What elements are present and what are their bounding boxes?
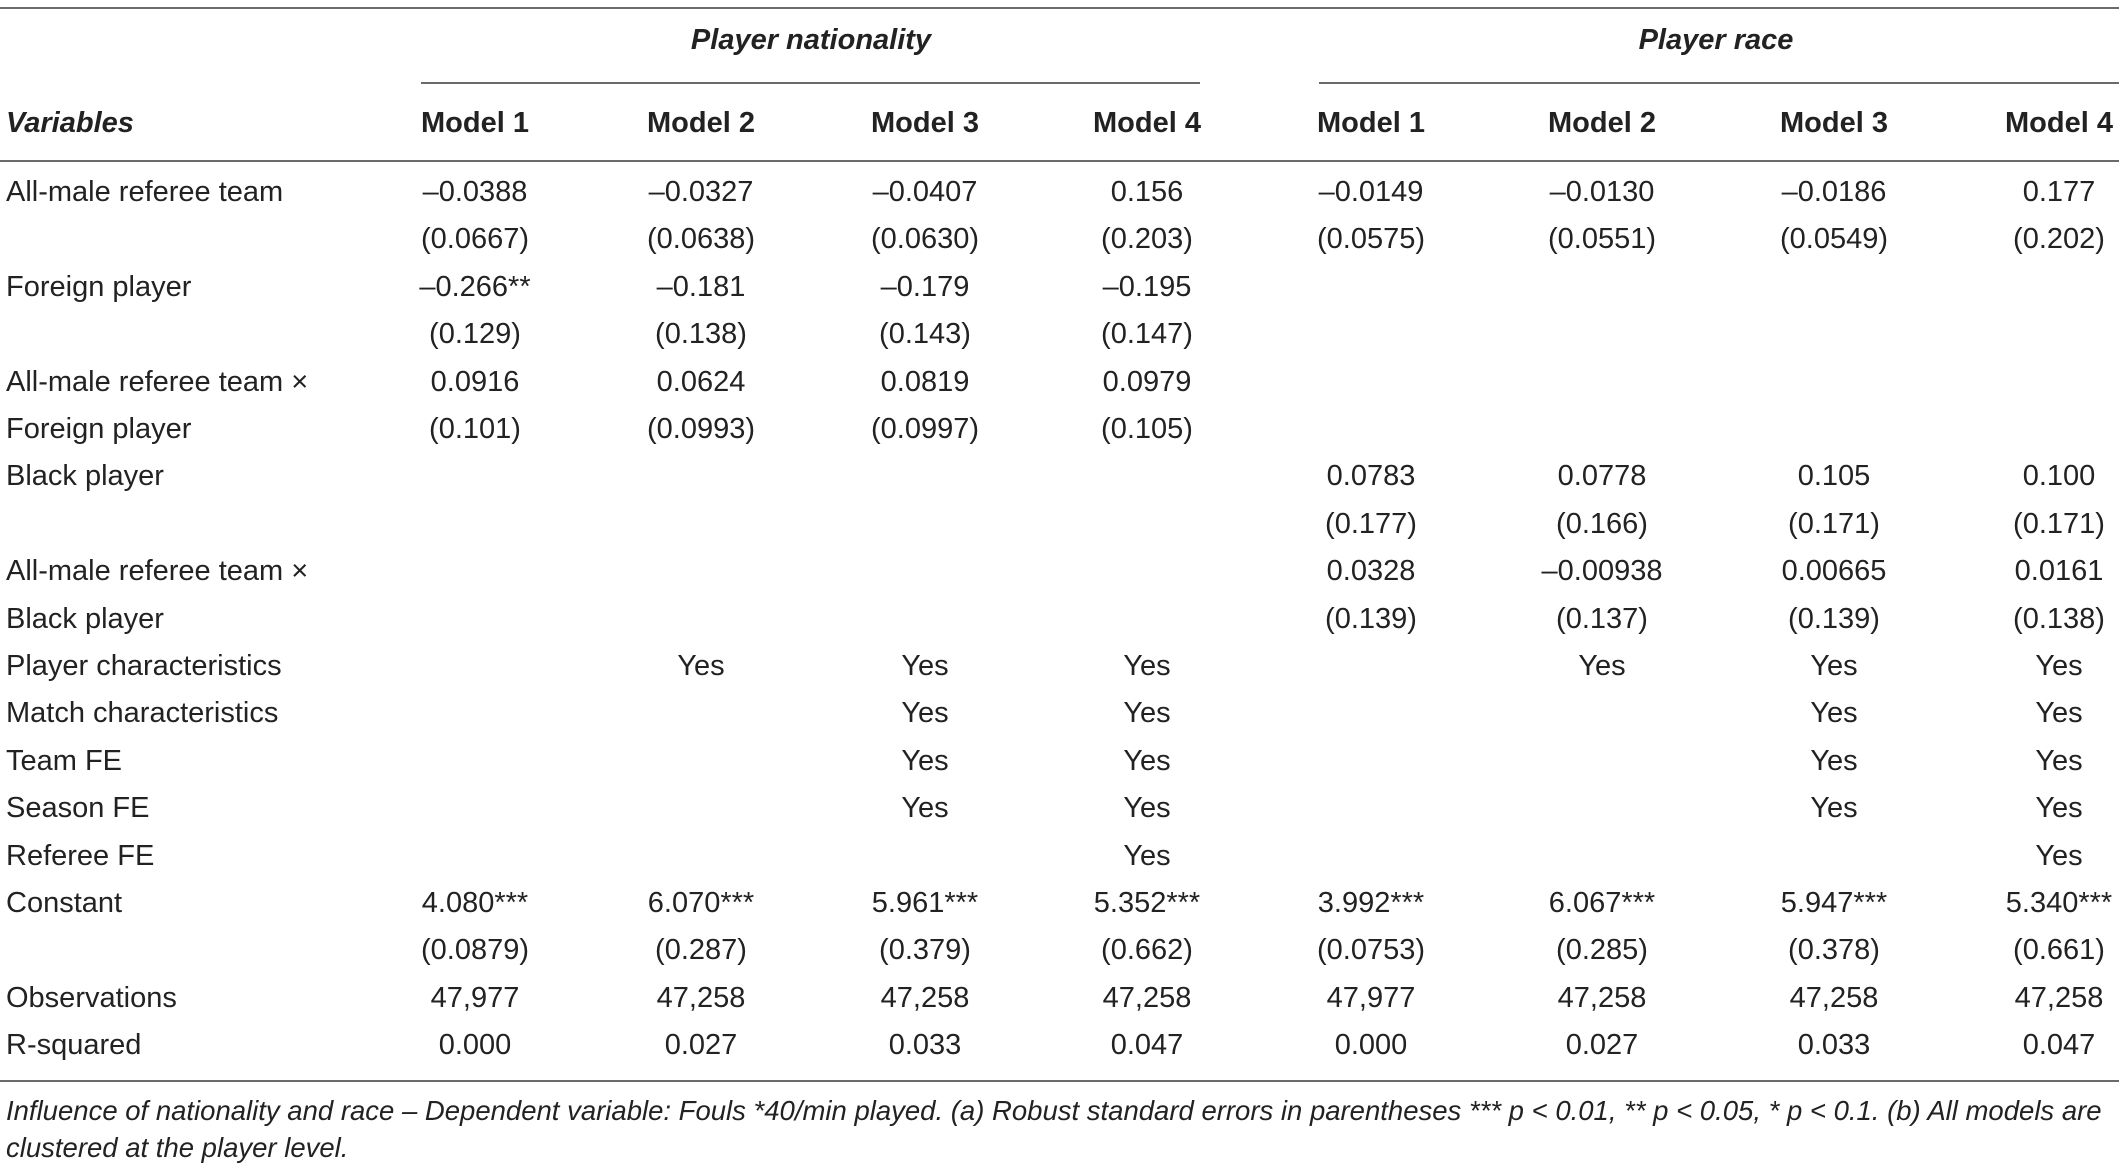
table-cell: Yes — [2035, 744, 2083, 777]
table-cell: Yes — [677, 650, 725, 682]
group-header-race: Player race — [1638, 24, 1794, 56]
table-cell: 0.033 — [888, 1029, 962, 1062]
table-cell: (0.0997) — [870, 413, 980, 445]
table-cell: (0.0879) — [420, 934, 530, 967]
table-cell: (0.171) — [2013, 507, 2105, 540]
table-cell: (0.138) — [655, 318, 747, 351]
table-cell: Yes — [901, 650, 949, 682]
table-cell: 0.0783 — [1326, 460, 1416, 493]
table-cell: Yes — [1810, 792, 1858, 825]
table-cell: Yes — [1123, 744, 1171, 777]
column-header: Model 1 — [421, 107, 529, 139]
variables-header: Variables — [6, 107, 134, 139]
table-cell: (0.0551) — [1547, 223, 1657, 256]
table-cell: (0.139) — [1325, 602, 1417, 635]
table-cell: 6.070*** — [647, 887, 755, 919]
table-cell: 0.100 — [2022, 460, 2096, 493]
table-cell: 47,258 — [1557, 981, 1647, 1014]
table-cell: Yes — [1123, 839, 1171, 872]
column-header: Model 1 — [1317, 107, 1425, 139]
table-cell: 0.047 — [1110, 1029, 1184, 1062]
table-cell: 0.00665 — [1781, 555, 1887, 588]
table-cell: (0.0667) — [420, 223, 530, 256]
table-cell: 5.947*** — [1780, 887, 1888, 919]
table-cell: Yes — [2035, 697, 2083, 730]
table-cell: 0.105 — [1797, 460, 1871, 493]
row-label: Referee FE — [6, 839, 155, 872]
table-footnote: Influence of nationality and race – Dependent variable: Fouls *40/min played. (a) Robust standard errors in parentheses *** p < 0.01, ** p < 0.05, * p < 0.1. (b) All models are clustered at the player level. — [6, 1095, 2102, 1163]
table-cell: (0.202) — [2013, 223, 2105, 256]
table-cell: 0.0819 — [880, 365, 970, 398]
group-rule-nationality — [421, 82, 1200, 84]
table-cell: Yes — [901, 744, 949, 777]
row-label: Observations — [6, 981, 177, 1014]
row-label: Constant — [6, 887, 123, 919]
table-cell: 0.0624 — [656, 365, 746, 398]
table-cell: Yes — [2035, 650, 2083, 682]
row-label: All-male referee team × — [6, 555, 309, 588]
table-cell: (0.0638) — [646, 223, 756, 256]
row-label: All-male referee team × — [6, 365, 309, 398]
table-cell: 5.961*** — [871, 887, 979, 919]
column-header: Model 2 — [647, 107, 755, 139]
table-cell: 0.0328 — [1326, 555, 1416, 588]
row-label: Match characteristics — [6, 697, 279, 730]
table-cell: Yes — [1123, 697, 1171, 730]
table-cell: Yes — [2035, 792, 2083, 825]
row-label: Foreign player — [6, 270, 192, 303]
table-cell: (0.0630) — [870, 223, 980, 256]
table-cell: Yes — [1810, 697, 1858, 730]
table-cell: (0.0753) — [1316, 934, 1426, 967]
table-cell: (0.0549) — [1779, 223, 1889, 256]
table-cell: 0.0979 — [1102, 365, 1192, 398]
table-cell: 0.000 — [438, 1029, 512, 1062]
table-cell: 0.156 — [1110, 176, 1184, 208]
table-cell: –0.00938 — [1541, 555, 1663, 588]
table-cell: (0.143) — [879, 318, 971, 351]
table-cell: 0.033 — [1797, 1029, 1871, 1062]
table-cell: (0.166) — [1556, 507, 1648, 540]
table-cell: (0.129) — [429, 318, 521, 351]
table-cell: –0.195 — [1102, 270, 1192, 303]
table-cell: 6.067*** — [1548, 887, 1656, 919]
table-cell: Yes — [1123, 792, 1171, 825]
table-cell: Yes — [901, 697, 949, 730]
table-cell: 47,258 — [880, 981, 970, 1014]
column-header: Model 2 — [1548, 107, 1656, 139]
column-header: Model 3 — [871, 107, 979, 139]
row-label: Team FE — [6, 744, 123, 777]
top-rule — [0, 7, 2119, 9]
column-header: Model 3 — [1780, 107, 1888, 139]
table-cell: 0.177 — [2022, 176, 2096, 208]
table-cell: 0.027 — [664, 1029, 738, 1062]
table-cell: –0.0327 — [648, 176, 754, 208]
table-cell: 0.0161 — [2014, 555, 2104, 588]
table-cell: (0.138) — [2013, 602, 2105, 635]
table-cell: –0.0388 — [422, 176, 528, 208]
table-cell: (0.171) — [1788, 507, 1880, 540]
table-cell: (0.177) — [1325, 507, 1417, 540]
table-cell: (0.662) — [1101, 934, 1193, 967]
table-cell: –0.179 — [880, 270, 970, 303]
table-cell: 47,977 — [1326, 981, 1416, 1014]
table-cell: 47,977 — [430, 981, 520, 1014]
table-cell: (0.203) — [1101, 223, 1193, 256]
table-cell: Yes — [2035, 839, 2083, 872]
table-cell: (0.147) — [1101, 318, 1193, 351]
group-header-nationality: Player nationality — [690, 24, 932, 56]
header-rule — [0, 160, 2119, 162]
table-cell: 0.027 — [1565, 1029, 1639, 1062]
table-cell: (0.105) — [1101, 413, 1193, 445]
table-cell: –0.181 — [656, 270, 746, 303]
bottom-rule — [0, 1080, 2119, 1082]
column-header: Model 4 — [2005, 107, 2113, 139]
table-cell: 4.080*** — [421, 887, 529, 919]
table-cell: (0.661) — [2013, 934, 2105, 967]
row-label: Black player — [6, 460, 164, 493]
table-cell: (0.287) — [655, 934, 747, 967]
table-cell: 5.340*** — [2005, 887, 2113, 919]
table-cell: (0.285) — [1556, 934, 1648, 967]
table-cell: 47,258 — [656, 981, 746, 1014]
table-cell: 0.000 — [1334, 1029, 1408, 1062]
row-label: R-squared — [6, 1029, 142, 1062]
table-cell: –0.0130 — [1549, 176, 1655, 208]
column-header: Model 4 — [1093, 107, 1201, 139]
row-label: All-male referee team — [6, 176, 284, 208]
row-label: Season FE — [6, 792, 150, 825]
table-cell: (0.379) — [879, 934, 971, 967]
table-cell: Yes — [901, 792, 949, 825]
row-label: Player characteristics — [6, 650, 282, 682]
table-cell: (0.137) — [1556, 602, 1648, 635]
table-cell: (0.0575) — [1316, 223, 1426, 256]
table-cell: 3.992*** — [1317, 887, 1425, 919]
table-cell: –0.0407 — [872, 176, 978, 208]
table-cell: 47,258 — [1789, 981, 1879, 1014]
row-label: Foreign player — [6, 413, 192, 445]
table-cell: –0.266** — [419, 270, 531, 303]
table-cell: –0.0186 — [1781, 176, 1887, 208]
table-cell: –0.0149 — [1318, 176, 1424, 208]
table-cell: Yes — [1810, 650, 1858, 682]
table-cell: 5.352*** — [1093, 887, 1201, 919]
table-cell: (0.378) — [1788, 934, 1880, 967]
table-cell: 0.0916 — [430, 365, 520, 398]
table-cell: 0.0778 — [1557, 460, 1647, 493]
table-cell: (0.101) — [429, 413, 521, 445]
table-cell: (0.139) — [1788, 602, 1880, 635]
row-label: Black player — [6, 602, 164, 635]
table-cell: 47,258 — [1102, 981, 1192, 1014]
table-cell: Yes — [1578, 650, 1626, 682]
table-cell: 47,258 — [2014, 981, 2104, 1014]
table-cell: 0.047 — [2022, 1029, 2096, 1062]
table-cell: Yes — [1810, 744, 1858, 777]
group-rule-race — [1319, 82, 2119, 84]
table-cell: (0.0993) — [646, 413, 756, 445]
table-cell: Yes — [1123, 650, 1171, 682]
